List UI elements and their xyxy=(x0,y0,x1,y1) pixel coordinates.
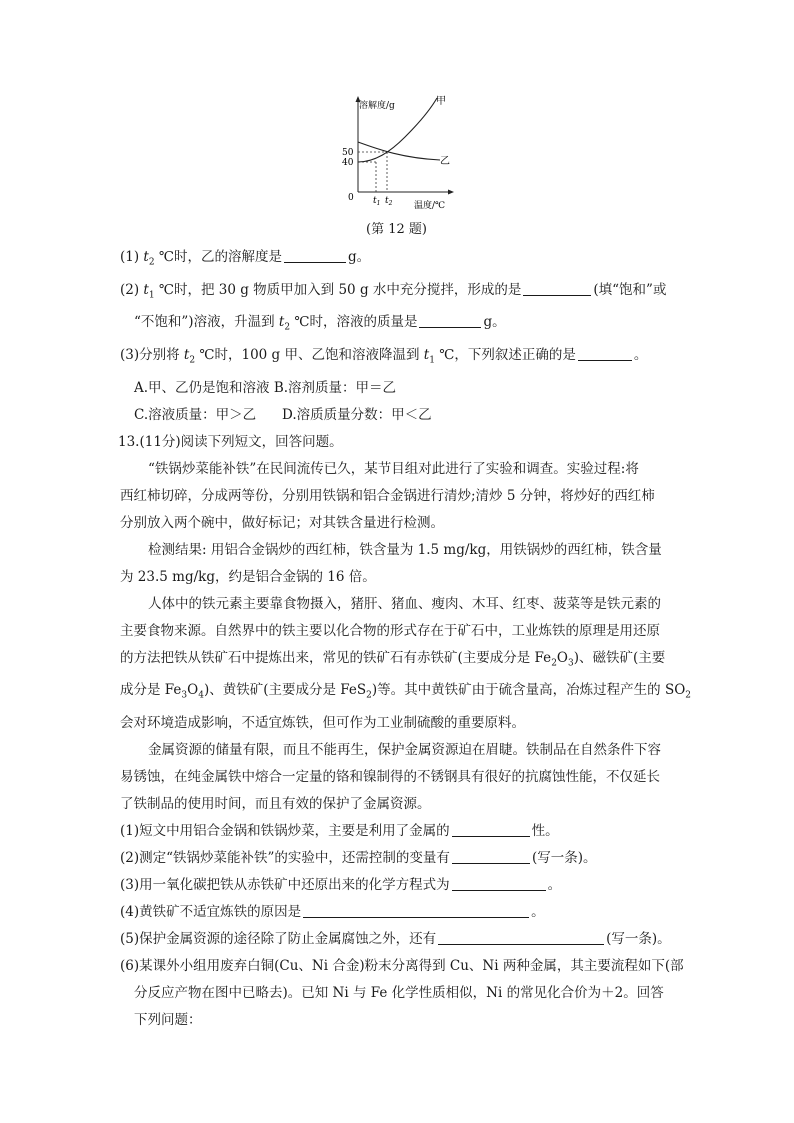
option-d[interactable]: D.溶质质量分数：甲＜乙 xyxy=(282,406,432,423)
option-a[interactable]: A.甲、乙仍是饱和溶液 xyxy=(134,379,270,396)
q13-para4-line2: 易锈蚀，在纯金属铁中熔合一定量的铬和镍制得的不锈钢具有很好的抗腐蚀性能，不仅延长 xyxy=(120,769,660,786)
q13-sub6-line2: 分反应产物在图中已略去)。已知 Ni 与 Fe 化学性质相似，Ni 的常见化合价为＋2。回答 xyxy=(134,985,664,1002)
curve-yi-label: 乙 xyxy=(440,156,450,167)
q13-para3-line5: 会对环境造成影响，不适宜炼铁，但可作为工业制硫酸的重要原料。 xyxy=(120,715,525,732)
answer-blank[interactable] xyxy=(452,849,530,864)
q12-part2-line1: (2) $t_1$ ℃时，把 30 g 物质甲加入到 50 g 水中充分搅拌，形成的是 (填“饱和”或 xyxy=(120,281,667,301)
origin-label: 0 xyxy=(348,193,354,203)
answer-blank[interactable] xyxy=(452,822,530,837)
q12-options-ab xyxy=(120,375,680,402)
solubility-chart xyxy=(330,92,470,212)
q13-para2-line1: 检测结果: 用铝合金锅炒的西红柿，铁含量为 1.5 mg/kg，用铁锅炒的西红柿，铁含量 xyxy=(148,541,662,558)
q13-sub3: (3)用一氧化碳把铁从赤铁矿中还原出来的化学方程式为 。 xyxy=(120,877,562,894)
x-tick-t2: $t_2$ xyxy=(385,196,393,207)
solubility-figure xyxy=(330,92,470,212)
q13-para3-line1: 人体中的铁元素主要靠食物摄入，猪肝、猪血、瘦肉、木耳、红枣、菠菜等是铁元素的 xyxy=(148,595,661,612)
answer-blank[interactable] xyxy=(284,248,346,263)
curve-yi xyxy=(358,142,440,160)
q12-part2-line2: “不饱和”)溶液，升温到 $t_2$ ℃时，溶液的质量是 g。 xyxy=(134,314,506,334)
curve-jia-label: 甲 xyxy=(436,96,446,107)
x-axis-arrow xyxy=(448,190,454,195)
q13-sub4: (4)黄铁矿不适宜炼铁的原因是 。 xyxy=(120,904,545,921)
q13-para3-line3: 的方法把铁从铁矿石中提炼出来，常见的铁矿石有赤铁矿(主要成分是 $Fe_2O_3$)、磁铁矿(主要 xyxy=(120,649,666,669)
option-c[interactable]: C.溶液质量：甲＞乙 xyxy=(134,406,257,423)
q13-para2-line2: 为 23.5 mg/kg，约是铝合金锅的 16 倍。 xyxy=(120,568,376,585)
q13-sub1: (1)短文中用铝合金锅和铁锅炒菜，主要是利用了金属的 性。 xyxy=(120,823,559,840)
q13-para1-line3: 分别放入两个碗中，做好标记；对其铁含量进行检测。 xyxy=(120,514,444,531)
q13-sub6-line1: (6)某课外小组用废弃白铜(Cu、Ni 合金)粉末分离得到 Cu、Ni 两种金属，其主要流程如下(部 xyxy=(120,958,684,975)
answer-blank[interactable] xyxy=(303,903,529,918)
option-b[interactable]: B.溶剂质量：甲＝乙 xyxy=(273,379,397,396)
q12-options-cd xyxy=(120,402,680,429)
q12-part3: (3)分别将 $t_2$ ℃时，100 g 甲、乙饱和溶液降温到 $t_1$ ℃，下列叙述正确的是 。 xyxy=(120,347,648,366)
x-axis-label: 温度/℃ xyxy=(414,201,446,211)
q13-para4-line3: 了铁制品的使用时间，而且有效的保护了金属资源。 xyxy=(120,796,431,813)
q13-sub2: (2)测定“铁锅炒菜能补铁”的实验中，还需控制的变量有 (写一条)。 xyxy=(120,850,597,867)
q13-para3-line4: 成分是 $Fe_3O_4$)、黄铁矿(主要成分是 FeS$_2$)等。其中黄铁矿由于硫含量高，冶炼过程产生的 $SO_2$ xyxy=(120,682,692,702)
q13-para1-line1: “铁锅炒菜能补铁”在民间流传已久，某节目组对此进行了实验和调查。实验过程:将 xyxy=(148,460,639,477)
y-tick-50: 50 xyxy=(342,148,354,158)
y-axis-label: 溶解度/g xyxy=(359,101,395,111)
y-tick-40: 40 xyxy=(342,158,354,168)
q13-header: 13.(11分)阅读下列短文，回答问题。 xyxy=(118,433,343,450)
q13-para1-line2: 西红柿切碎，分成两等份，分别用铁锅和铝合金锅进行清炒;清炒 5 分钟，将炒好的西红柿 xyxy=(120,487,655,504)
q13-sub5: (5)保护金属资源的途径除了防止金属腐蚀之外，还有 (写一条)。 xyxy=(120,931,671,948)
answer-blank[interactable] xyxy=(452,876,546,891)
figure-caption: (第 12 题) xyxy=(366,222,427,237)
q13-sub6-line3: 下列问题： xyxy=(134,1012,202,1029)
q13-para4-line1: 金属资源的储量有限，而且不能再生，保护金属资源迫在眉睫。铁制品在自然条件下容 xyxy=(148,742,661,759)
q13-para3-line2: 主要食物来源。自然界中的铁主要以化合物的形式存在于矿石中，工业炼铁的原理是用还原 xyxy=(120,622,660,639)
question-body xyxy=(118,244,692,1034)
q12-part1: (1) $t_2$ ℃时，乙的溶解度是 g。 xyxy=(120,249,371,268)
answer-blank[interactable] xyxy=(438,930,604,945)
x-tick-t1: $t_1$ xyxy=(373,196,381,207)
answer-blank[interactable] xyxy=(419,313,481,328)
answer-blank[interactable] xyxy=(523,281,591,296)
answer-blank[interactable] xyxy=(578,346,632,361)
